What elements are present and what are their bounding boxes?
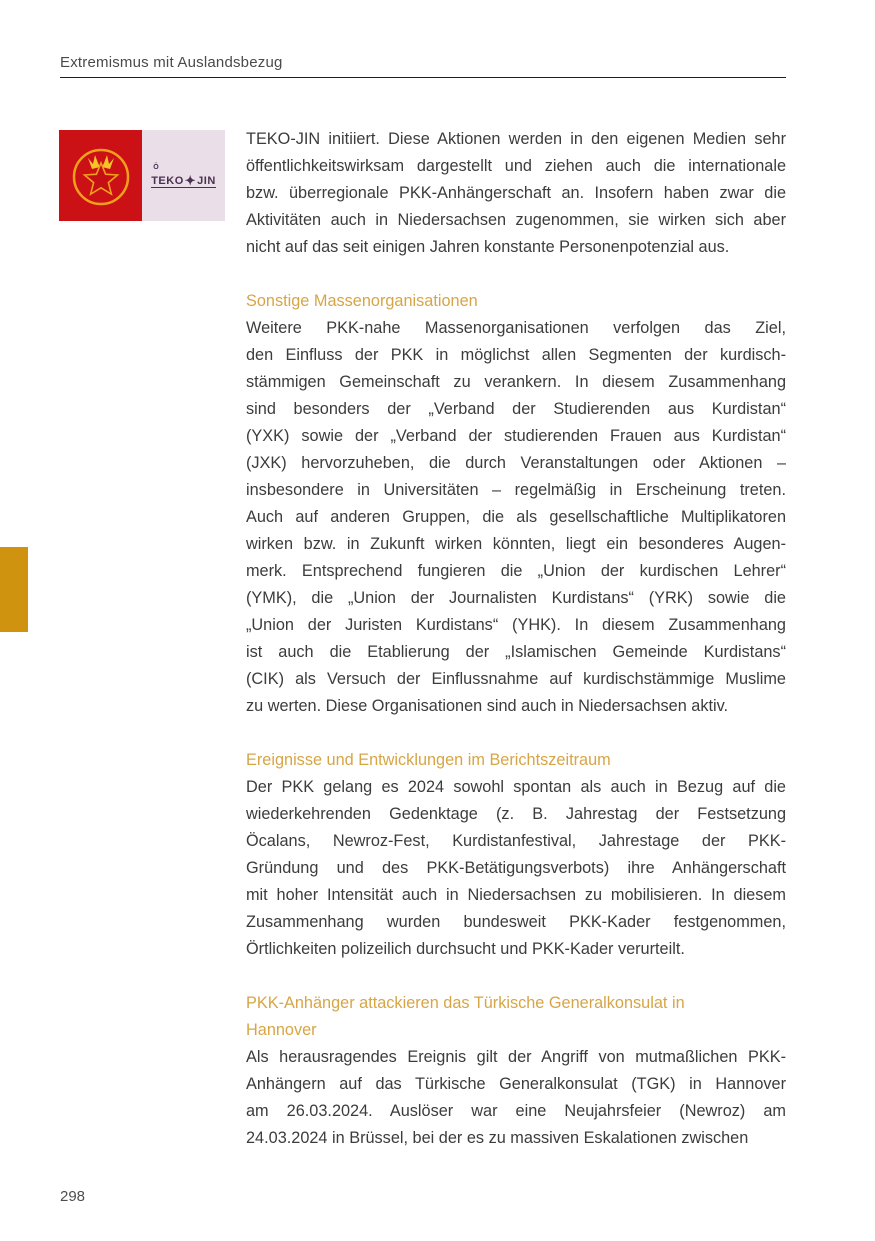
text-line: merk. Entsprechend fungieren die „Union der kurdischen Lehrer“	[246, 562, 786, 580]
text-line: Als herausragendes Ereignis gilt der Angriff von mutmaßlichen PKK-	[246, 1048, 786, 1066]
text-line: Gründung und des PKK-Betätigungsverbots) ihre Anhängerschaft	[246, 859, 786, 877]
text-line: wiederkehrenden Gedenktage (z. B. Jahrestag der Festsetzung	[246, 805, 786, 823]
text-line: ist auch die Etablierung der „Islamischen Gemeinde Kurdistans“	[246, 643, 786, 661]
section-heading	[246, 990, 786, 1044]
text-line: den Einfluss der PKK in möglichst allen Segmenten der kurdisch-	[246, 346, 786, 364]
heading-line: Sonstige Massenorganisationen	[246, 292, 478, 310]
text-line: Der PKK gelang es 2024 sowohl spontan als auch in Bezug auf die	[246, 778, 786, 796]
text-line: zu werten. Diese Organisationen sind auch in Niedersachsen aktiv.	[246, 697, 729, 715]
text-line: sind besonders der „Verband der Studierenden aus Kurdistan“	[246, 400, 786, 418]
text-line: bzw. überregionale PKK-Anhängerschaft an. Insofern haben zwar die	[246, 184, 786, 202]
text-line: Weitere PKK-nahe Massenorganisationen verfolgen das Ziel,	[246, 319, 786, 337]
text-line: am 26.03.2024. Auslöser war eine Neujahrsfeier (Newroz) am	[246, 1102, 786, 1120]
page-number: 298	[60, 1188, 86, 1205]
text-line: (CIK) als Versuch der Einflussnahme auf kurdischstämmige Muslime	[246, 670, 786, 688]
tekojin-text-right: JIN	[197, 174, 216, 187]
body-paragraph	[246, 126, 786, 261]
text-line: (YXK) sowie der „Verband der studierenden Frauen aus Kurdistan“	[246, 427, 786, 445]
tekojin-text-left: TEKO	[151, 174, 184, 187]
tekojin-flag-logo	[59, 130, 142, 221]
text-line: stämmigen Gemeinschaft zu verankern. In diesem Zusammenhang	[246, 373, 786, 391]
flag-star-emblem-icon	[68, 143, 134, 209]
section-heading	[246, 747, 786, 774]
text-line: nicht auf das seit einigen Jahren konstante Personenpotenzial aus.	[246, 238, 730, 256]
heading-line: PKK-Anhänger attackieren das Türkische Generalkonsulat in	[246, 994, 685, 1012]
text-line: TEKO-JIN initiiert. Diese Aktionen werden in den eigenen Medien sehr	[246, 130, 786, 148]
content-column	[246, 126, 786, 1152]
text-line: mit hoher Intensität auch in Niedersachsen zu mobilisieren. In diesem	[246, 886, 786, 904]
text-line: Zusammenhang wurden bundesweit PKK-Kader festgenommen,	[246, 913, 786, 931]
tekojin-wordmark-logo	[142, 130, 225, 221]
tekojin-small-text: Ö	[153, 163, 159, 171]
text-line: (YMK), die „Union der Journalisten Kurdistans“ (YRK) sowie die	[246, 589, 786, 607]
text-line: Örtlichkeiten polizeilich durchsucht und PKK-Kader verurteilt.	[246, 940, 685, 958]
tekojin-star-icon: ✦	[184, 172, 197, 188]
text-line: insbesondere in Universitäten – regelmäßig in Erscheinung treten.	[246, 481, 786, 499]
text-line: Aktivitäten auch in Niedersachsen zugenommen, sie wirken sich aber	[246, 211, 786, 229]
text-line: „Union der Juristen Kurdistans“ (YHK). In diesem Zusammenhang	[246, 616, 786, 634]
heading-line: Ereignisse und Entwicklungen im Berichtszeitraum	[246, 751, 611, 769]
header-rule	[60, 77, 786, 78]
heading-line: Hannover	[246, 1021, 317, 1039]
tekojin-wordmark	[151, 164, 216, 188]
body-paragraph	[246, 315, 786, 720]
running-header: Extremismus mit Auslandsbezug	[60, 54, 283, 71]
body-paragraph	[246, 1044, 786, 1152]
chapter-edge-tab	[0, 547, 28, 632]
margin-logos	[59, 130, 225, 221]
text-line: öffentlichkeitswirksam dargestellt und ziehen auch die internationale	[246, 157, 786, 175]
text-line: 24.03.2024 in Brüssel, bei der es zu massiven Eskalationen zwischen	[246, 1129, 749, 1147]
text-line: Anhängern auf das Türkische Generalkonsulat (TGK) in Hannover	[246, 1075, 786, 1093]
text-line: Auch auf anderen Gruppen, die als gesellschaftliche Multiplikatoren	[246, 508, 786, 526]
text-line: wirken bzw. in Zukunft wirken könnten, liegt ein besonderes Augen-	[246, 535, 786, 553]
text-line: Öcalans, Newroz-Fest, Kurdistanfestival, Jahrestage der PKK-	[246, 832, 786, 850]
body-paragraph	[246, 774, 786, 963]
section-heading	[246, 288, 786, 315]
text-line: (JXK) hervorzuheben, die durch Veranstaltungen oder Aktionen –	[246, 454, 786, 472]
